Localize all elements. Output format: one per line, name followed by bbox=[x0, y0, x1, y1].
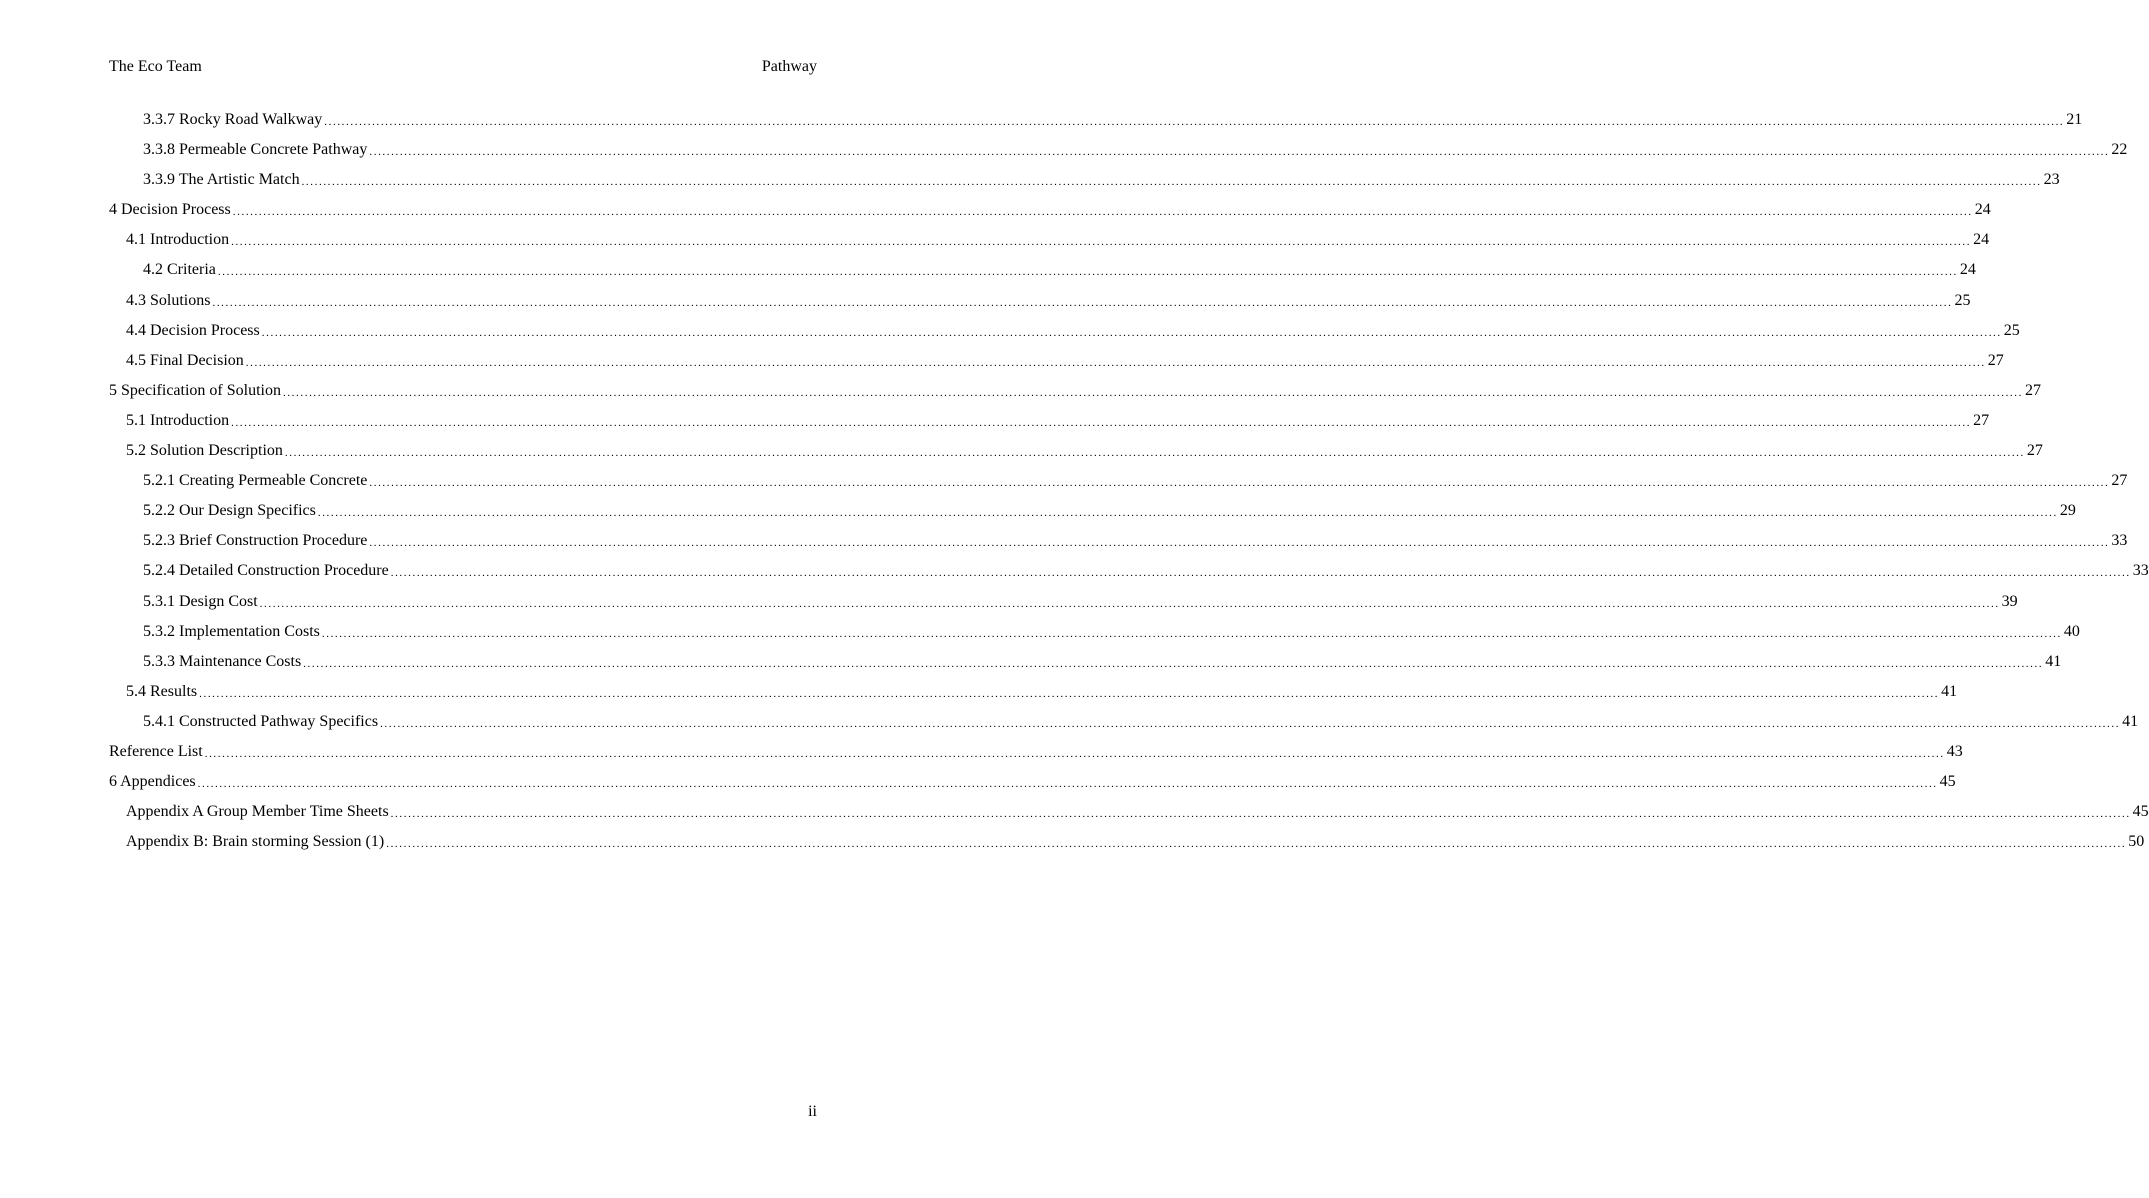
toc-entry-page: 27 bbox=[1987, 351, 2004, 369]
toc-entry[interactable] bbox=[109, 138, 2128, 168]
toc-entry-title: 4.4 Decision Process bbox=[126, 319, 260, 343]
toc-entry-page: 21 bbox=[2066, 111, 2083, 128]
toc-dot-leader: ................................................................................................................................................................................................................................................................................................................................................................................................................ bbox=[390, 808, 2131, 821]
toc-dot-leader: ................................................................................................................................................................................................................................................................................................................................................................................................................ bbox=[321, 627, 2062, 640]
toc-entry-title: 5.2 Solution Description bbox=[126, 439, 283, 463]
toc-entry-title: Appendix A Group Member Time Sheets bbox=[126, 800, 389, 824]
toc-entry-title: 4.1 Introduction bbox=[126, 228, 229, 252]
toc-entry-page: 41 bbox=[2122, 712, 2139, 730]
toc-dot-leader: ................................................................................................................................................................................................................................................................................................................................................................................................................ bbox=[261, 326, 2002, 339]
toc-entry[interactable] bbox=[109, 258, 1976, 288]
toc-entry-page: 22 bbox=[2111, 141, 2128, 159]
toc-dot-leader: ................................................................................................................................................................................................................................................................................................................................................................................................................ bbox=[324, 116, 2065, 128]
toc-dot-leader: ................................................................................................................................................................................................................................................................................................................................................................................................................ bbox=[390, 567, 2131, 580]
toc-entry-title: 4.3 Solutions bbox=[126, 289, 210, 313]
page-header bbox=[109, 55, 817, 79]
toc-entry-title: 5.3.3 Maintenance Costs bbox=[143, 650, 301, 674]
toc-dot-leader: ................................................................................................................................................................................................................................................................................................................................................................................................................ bbox=[212, 296, 1953, 309]
toc-entry-title: 5.2.1 Creating Permeable Concrete bbox=[143, 469, 367, 493]
toc-entry-title: 4.2 Criteria bbox=[143, 258, 216, 282]
toc-entry[interactable] bbox=[109, 469, 2128, 499]
toc-entry-title: 5.3.1 Design Cost bbox=[143, 590, 258, 614]
toc-entry-title: 5.3.2 Implementation Costs bbox=[143, 620, 320, 644]
toc-entry-page: 39 bbox=[2001, 592, 2018, 610]
toc-entry[interactable] bbox=[109, 740, 1963, 770]
toc-dot-leader: ................................................................................................................................................................................................................................................................................................................................................................................................................ bbox=[199, 687, 1940, 700]
toc-dot-leader: ................................................................................................................................................................................................................................................................................................................................................................................................................ bbox=[197, 778, 1938, 791]
toc-entry[interactable] bbox=[109, 289, 1971, 319]
toc-dot-leader: ................................................................................................................................................................................................................................................................................................................................................................................................................ bbox=[282, 386, 2023, 399]
toc-entry-page: 27 bbox=[2024, 381, 2041, 399]
toc-entry-title: 5.1 Introduction bbox=[126, 409, 229, 433]
toc-entry-title: 5.4 Results bbox=[126, 680, 197, 704]
toc-entry-title: 3.3.8 Permeable Concrete Pathway bbox=[143, 138, 367, 162]
toc-dot-leader: ................................................................................................................................................................................................................................................................................................................................................................................................................ bbox=[284, 447, 2025, 460]
toc-entry-page: 29 bbox=[2059, 502, 2076, 520]
toc-entry-title: Appendix B: Brain storming Session (1) bbox=[126, 830, 384, 854]
toc-entry-page: 41 bbox=[1941, 682, 1958, 700]
toc-dot-leader: ................................................................................................................................................................................................................................................................................................................................................................................................................ bbox=[204, 747, 1945, 760]
toc-entry[interactable] bbox=[109, 349, 2004, 379]
toc-dot-leader: ................................................................................................................................................................................................................................................................................................................................................................................................................ bbox=[245, 356, 1986, 369]
toc-dot-leader: ................................................................................................................................................................................................................................................................................................................................................................................................................ bbox=[301, 176, 2042, 189]
toc-dot-leader: ................................................................................................................................................................................................................................................................................................................................................................................................................ bbox=[232, 206, 1973, 219]
toc-entry-title: 5.2.4 Detailed Construction Procedure bbox=[143, 559, 389, 583]
toc-entry-page: 24 bbox=[1959, 261, 1976, 279]
header-project-name: Pathway bbox=[761, 58, 817, 75]
toc-entry[interactable] bbox=[109, 590, 2018, 620]
toc-entry-page: 24 bbox=[1974, 201, 1991, 219]
toc-entry[interactable] bbox=[109, 710, 2139, 740]
toc-dot-leader: ................................................................................................................................................................................................................................................................................................................................................................................................................ bbox=[380, 717, 2121, 730]
toc-dot-leader: ................................................................................................................................................................................................................................................................................................................................................................................................................ bbox=[386, 838, 2127, 851]
toc-entry-page: 33 bbox=[2132, 562, 2149, 580]
toc-entry[interactable] bbox=[109, 529, 2128, 559]
toc-entry-title: 5.2.2 Our Design Specifics bbox=[143, 499, 316, 523]
toc-dot-leader: ................................................................................................................................................................................................................................................................................................................................................................................................................ bbox=[369, 146, 2110, 159]
toc-dot-leader: ................................................................................................................................................................................................................................................................................................................................................................................................................ bbox=[317, 507, 2058, 520]
toc-entry[interactable] bbox=[109, 168, 2060, 198]
toc-entry-page: 45 bbox=[1939, 773, 1956, 791]
toc-dot-leader: ................................................................................................................................................................................................................................................................................................................................................................................................................ bbox=[217, 266, 1958, 279]
toc-entry-page: 24 bbox=[1973, 231, 1990, 249]
toc-entry-title: 4 Decision Process bbox=[109, 198, 231, 222]
toc-entry-page: 27 bbox=[1973, 411, 1990, 429]
toc-entry-page: 25 bbox=[2003, 321, 2020, 339]
toc-entry-page: 40 bbox=[2063, 622, 2080, 640]
toc-entry[interactable] bbox=[109, 409, 1990, 439]
toc-entry-title: Reference List bbox=[109, 740, 203, 764]
toc-entry-title: 6 Appendices bbox=[109, 770, 196, 794]
toc-entry[interactable] bbox=[109, 800, 2149, 830]
toc-entry[interactable] bbox=[109, 108, 2083, 138]
toc-entry[interactable] bbox=[109, 439, 2043, 469]
toc-entry-page: 45 bbox=[2132, 803, 2149, 821]
toc-entry-title: 5 Specification of Solution bbox=[109, 379, 281, 403]
toc-entry-page: 23 bbox=[2043, 171, 2060, 189]
toc-entry[interactable] bbox=[109, 680, 1958, 710]
toc-dot-leader: ................................................................................................................................................................................................................................................................................................................................................................................................................ bbox=[259, 597, 2000, 610]
toc-entry-title: 5.4.1 Constructed Pathway Specifics bbox=[143, 710, 378, 734]
toc-entry[interactable] bbox=[109, 198, 1991, 228]
toc-dot-leader: ................................................................................................................................................................................................................................................................................................................................................................................................................ bbox=[303, 657, 2044, 670]
toc-dot-leader: ................................................................................................................................................................................................................................................................................................................................................................................................................ bbox=[369, 537, 2110, 550]
toc-entry[interactable] bbox=[109, 319, 2020, 349]
toc-entry[interactable] bbox=[109, 559, 2149, 589]
toc-entry[interactable] bbox=[109, 770, 1956, 800]
toc-dot-leader: ................................................................................................................................................................................................................................................................................................................................................................................................................ bbox=[231, 236, 1972, 249]
toc-entry-page: 43 bbox=[1946, 742, 1963, 760]
toc-entry-page: 27 bbox=[2111, 472, 2128, 490]
toc-entry[interactable] bbox=[109, 620, 2080, 650]
toc-entry[interactable] bbox=[109, 228, 1990, 258]
page-number: ii bbox=[808, 1103, 817, 1120]
header-team-name: The Eco Team bbox=[109, 58, 202, 75]
toc-entry-page: 27 bbox=[2026, 442, 2043, 460]
toc-entry-title: 4.5 Final Decision bbox=[126, 349, 244, 373]
toc-entry-page: 41 bbox=[2045, 652, 2062, 670]
toc-entry[interactable] bbox=[109, 379, 2041, 409]
toc-entry-page: 33 bbox=[2111, 532, 2128, 550]
toc-entry-page: 50 bbox=[2128, 833, 2145, 851]
toc-entry-title: 3.3.7 Rocky Road Walkway bbox=[143, 108, 322, 132]
toc-dot-leader: ................................................................................................................................................................................................................................................................................................................................................................................................................ bbox=[369, 477, 2110, 490]
toc-entry[interactable] bbox=[109, 650, 2062, 680]
table-of-contents bbox=[109, 108, 2149, 860]
toc-entry[interactable] bbox=[109, 499, 2076, 529]
toc-entry[interactable] bbox=[109, 830, 2145, 860]
toc-entry-title: 5.2.3 Brief Construction Procedure bbox=[143, 529, 367, 553]
toc-dot-leader: ................................................................................................................................................................................................................................................................................................................................................................................................................ bbox=[231, 416, 1972, 429]
toc-entry-page: 25 bbox=[1954, 291, 1971, 309]
toc-entry-title: 3.3.9 The Artistic Match bbox=[143, 168, 300, 192]
